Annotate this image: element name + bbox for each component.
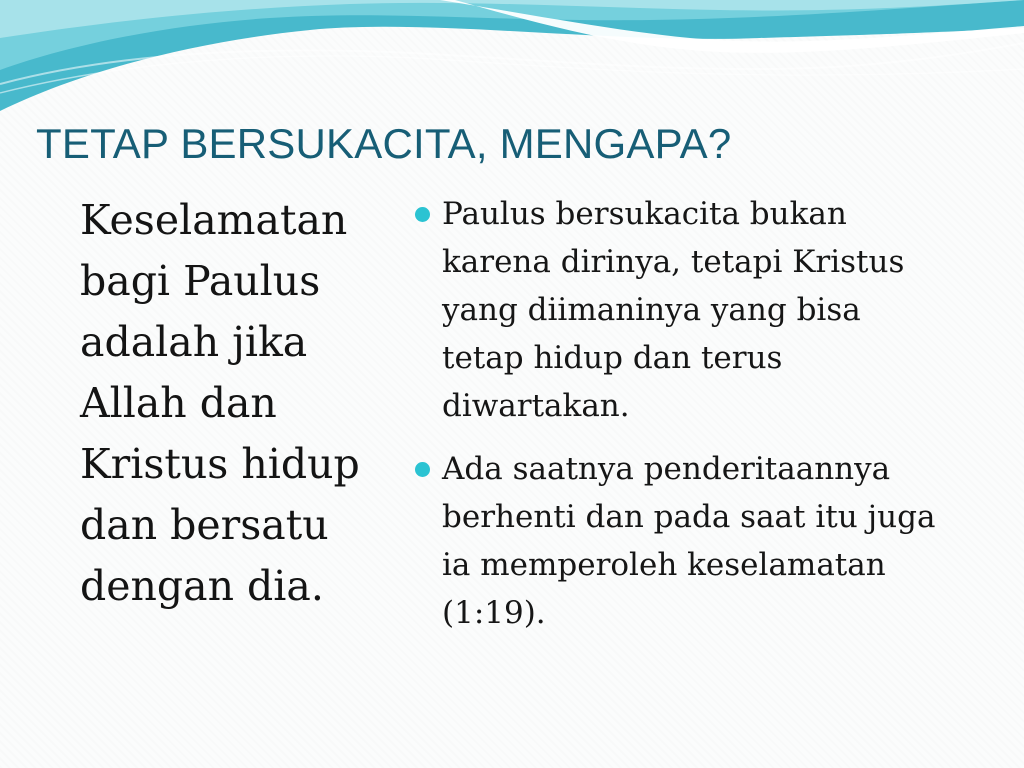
decorative-wave (0, 0, 1024, 120)
bullet-item (414, 445, 1004, 637)
bullet-dot-icon (415, 462, 430, 477)
bullet-item (414, 190, 1004, 430)
bullet-list (414, 190, 1004, 652)
left-text-block: Keselamatan bagi Paulus adalah jika Allah dan Kristus hidup dan bersatu dengan dia. (80, 196, 360, 610)
bullet-text: Ada saatnya penderitaannya berhenti dan pada saat itu juga ia memperoleh keselamatan (1:19). (442, 451, 936, 631)
slide-title: TETAP BERSUKACITA, MENGAPA? (36, 120, 732, 167)
bullet-text: Paulus bersukacita bukan karena dirinya, tetapi Kristus yang diimaninya yang bisa tetap hidup dan terus diwartakan. (442, 196, 905, 424)
bullet-dot-icon (415, 207, 430, 222)
